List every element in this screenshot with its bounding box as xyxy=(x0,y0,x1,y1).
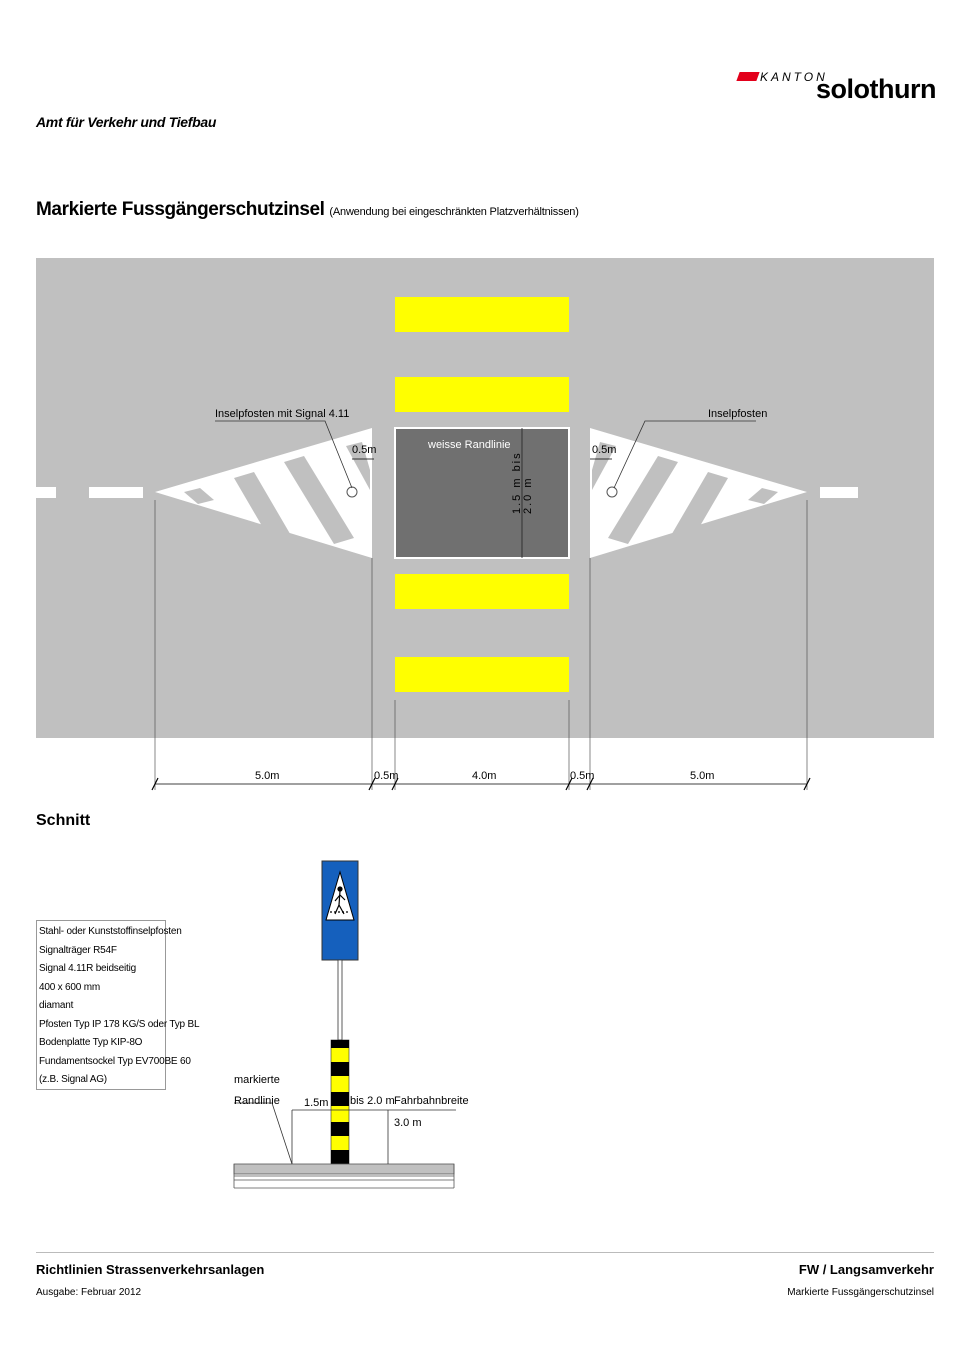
dim-label-2: 0.5m xyxy=(374,770,399,782)
legend-line: (z.B. Signal AG) xyxy=(39,1074,107,1085)
crossing-stripe xyxy=(395,574,569,609)
label-island-width-b: 2.0 m xyxy=(522,476,534,514)
label-right-post: Inselpfosten xyxy=(708,408,768,420)
footer-title-left: Richtlinien Strassenverkehrsanlagen xyxy=(36,1262,265,1277)
label-marked-2: Randlinie xyxy=(234,1095,280,1107)
legend-line: Bodenplatte Typ KIP-8O xyxy=(39,1037,143,1048)
legend-line: diamant xyxy=(39,1000,74,1011)
sign-pole xyxy=(338,960,342,1040)
label-marked-1: markierte xyxy=(234,1074,280,1086)
road-section xyxy=(234,1164,454,1188)
crossing-stripe xyxy=(395,377,569,412)
title-subtitle: (Anwendung bei eingeschränkten Platzverhältnissen) xyxy=(329,206,579,218)
logo-kanton-text: KANTON xyxy=(760,70,828,84)
section-heading: Schnitt xyxy=(36,812,91,829)
label-section-bis: bis 2.0 m xyxy=(350,1095,395,1107)
section-legend xyxy=(36,920,200,1090)
dim-label-1: 5.0m xyxy=(255,770,280,782)
label-lane-width: 3.0 m xyxy=(394,1117,422,1129)
label-island-width-a: 1.5 m bis xyxy=(511,451,523,514)
label-section-width: 1.5m xyxy=(304,1097,329,1109)
legend-line: Signalträger R54F xyxy=(39,944,117,956)
legend-line: Stahl- oder Kunststoffinselpfosten xyxy=(39,926,182,937)
organization-name: Amt für Verkehr und Tiefbau xyxy=(36,114,217,130)
crossing-stripe xyxy=(395,297,569,332)
lane-dash xyxy=(36,487,56,498)
label-lane: Fahrbahnbreite xyxy=(394,1095,469,1107)
legend-line: Fundamentsockel Typ EV700BE 60 xyxy=(39,1055,191,1067)
dim-label-3: 4.0m xyxy=(472,770,497,782)
crossing-stripe xyxy=(395,657,569,692)
label-gap-left: 0.5m xyxy=(352,444,377,456)
footer-divider xyxy=(36,1252,934,1253)
title-main: Markierte Fussgängerschutzinsel xyxy=(36,199,325,220)
dim-label-4: 0.5m xyxy=(570,770,595,782)
legend-line: Pfosten Typ IP 178 KG/S oder Typ BL xyxy=(39,1018,200,1030)
lane-dash xyxy=(89,487,143,498)
lane-dash xyxy=(820,487,858,498)
dim-label-5: 5.0m xyxy=(690,770,715,782)
label-edge-line: weisse Randlinie xyxy=(428,439,511,451)
footer-edition: Ausgabe: Februar 2012 xyxy=(36,1287,142,1298)
label-gap-right: 0.5m xyxy=(592,444,617,456)
logo-solothurn-text: solothurn xyxy=(816,74,936,104)
bollard-post xyxy=(331,1040,349,1164)
legend-line: 400 x 600 mm xyxy=(39,981,100,993)
footer-title-right: FW / Langsamverkehr xyxy=(798,1262,934,1277)
legend-line: Signal 4.11R beidseitig xyxy=(39,963,136,974)
label-left-post: Inselpfosten mit Signal 4.11 xyxy=(215,408,350,420)
footer-subtitle-right: Markierte Fussgängerschutzinsel xyxy=(787,1287,934,1298)
